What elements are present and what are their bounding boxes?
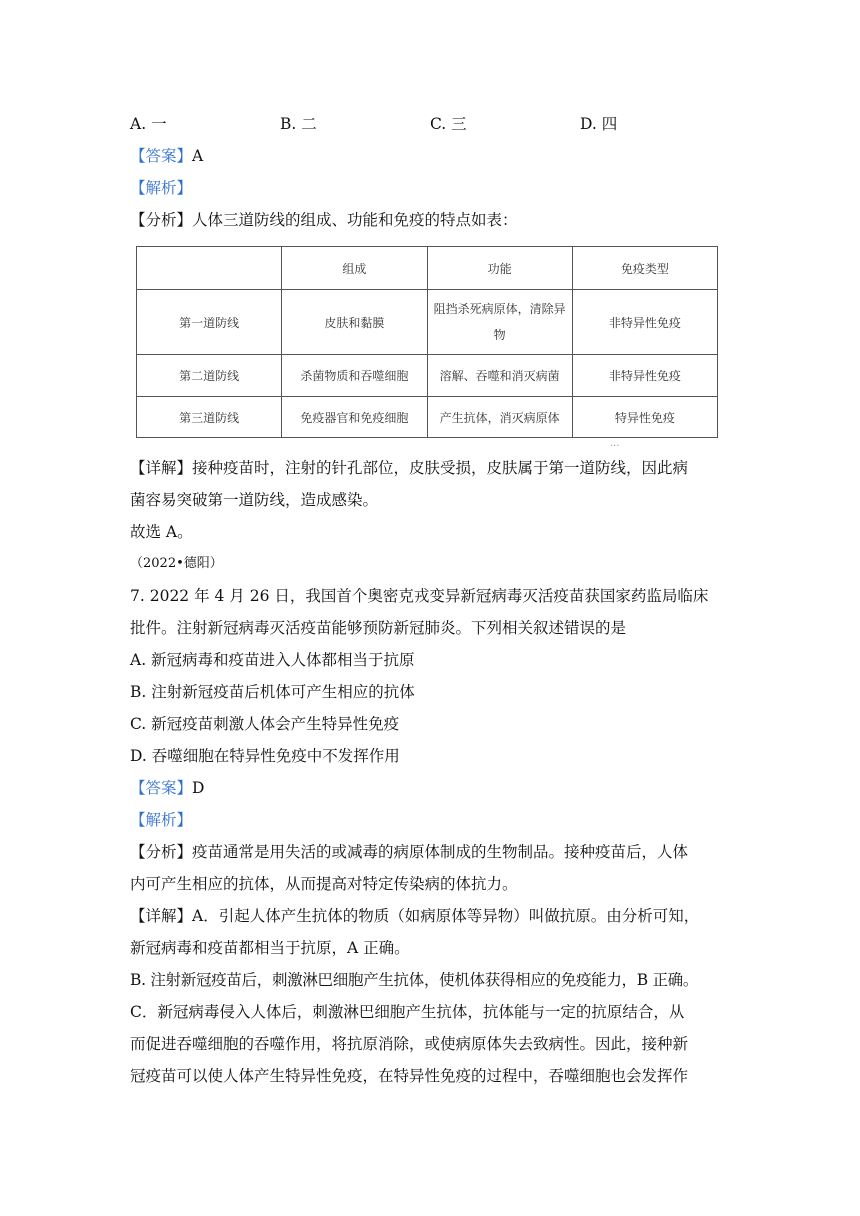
q7-xiangjie-line1: 【详解】A．引起人体产生抗体的物质（如病原体等异物）叫做抗原。由分析可知，: [130, 907, 700, 925]
q7-stem-line2: 批件。注射新冠病毒灭活疫苗能够预防新冠肺炎。下列相关叙述错误的是: [130, 619, 627, 637]
q7-option-b: B. 注射新冠疫苗后机体可产生相应的抗体: [130, 683, 415, 701]
q7-c-line3: 冠疫苗可以使人体产生特异性免疫，在特异性免疫的过程中，吞噬细胞也会发挥作: [130, 1067, 689, 1085]
table-cell: 阻挡杀死病原体，清除异物: [427, 290, 572, 355]
q7-fenxi-line2: 内可产生相应的抗体，从而提高对特定传染病的体抗力。: [130, 875, 518, 893]
question-source: （2022•德阳）: [130, 556, 223, 571]
q7-fenxi-line1: 【分析】疫苗通常是用失活的或减毒的病原体制成的生物制品。接种疫苗后，人体: [130, 843, 689, 861]
table-header-cell: 组成: [282, 247, 427, 290]
q7-stem-line1: 7. 2022 年 4 月 26 日，我国首个奥密克戎变异新冠病毒灭活疫苗获国家药监局临床: [130, 587, 709, 605]
q7-option-a: A. 新冠病毒和疫苗进入人体都相当于抗原: [130, 651, 415, 669]
q7-c-line1: C．新冠病毒侵入人体后，刺激淋巴细胞产生抗体，抗体能与一定的抗原结合，从: [130, 1003, 685, 1021]
table-cell: 免疫器官和免疫细胞: [282, 397, 427, 438]
table-row: [137, 290, 718, 355]
q7-c-line2: 而促进吞噬细胞的吞噬作用，将抗原消除，或使病原体失去致病性。因此，接种新: [130, 1035, 689, 1053]
table-cell: 第二道防线: [137, 355, 282, 397]
table-cell: 第三道防线: [137, 397, 282, 438]
document-page: [130, 108, 740, 1092]
table-cell: 特异性免疫: [572, 397, 717, 438]
table-cell: 非特异性免疫: [572, 290, 717, 355]
q6-analysis-heading: 【解析】: [130, 179, 193, 197]
q7-b-line: B. 注射新冠疫苗后，刺激淋巴细胞产生抗体，使机体获得相应的免疫能力，B 正确。: [130, 971, 699, 989]
q7-analysis-heading: 【解析】: [130, 811, 193, 829]
q6-fenxi: 【分析】人体三道防线的组成、功能和免疫的特点如表：: [130, 211, 518, 229]
q7-xiangjie-line2: 新冠病毒和疫苗都相当于抗原，A 正确。: [130, 939, 410, 957]
q7-option-d: D. 吞噬细胞在特异性免疫中不发挥作用: [130, 747, 400, 765]
table-cell: 溶解、吞噬和消灭病菌: [427, 355, 572, 397]
q6-xiangjie-line2: 菌容易突破第一道防线，造成感染。: [130, 491, 379, 509]
table-header-row: [137, 247, 718, 290]
q7-option-c: C. 新冠疫苗刺激人体会产生特异性免疫: [130, 715, 400, 733]
table-header-cell: [137, 247, 282, 290]
table-header-cell: 免疫类型: [572, 247, 717, 290]
q6-option-c: C. 三: [430, 115, 467, 133]
table-decoration-dots: ···: [610, 441, 620, 452]
q6-answer: 【答案】A: [130, 147, 204, 165]
table-cell: 非特异性免疫: [572, 355, 717, 397]
table-cell: 第一道防线: [137, 290, 282, 355]
defense-table: [136, 246, 718, 438]
q6-xiangjie-line1: 【详解】接种疫苗时，注射的针孔部位，皮肤受损，皮肤属于第一道防线，因此病: [130, 459, 689, 477]
table-row: [137, 355, 718, 397]
q6-options: [130, 108, 740, 140]
table-cell: 产生抗体，消灭病原体: [427, 397, 572, 438]
table-cell: 皮肤和黏膜: [282, 290, 427, 355]
table-header-cell: 功能: [427, 247, 572, 290]
q6-option-d: D. 四: [580, 115, 618, 133]
q6-conclusion: 故选 A。: [130, 523, 193, 541]
q6-option-b: B. 二: [280, 115, 317, 133]
table-cell: 杀菌物质和吞噬细胞: [282, 355, 427, 397]
table-row: [137, 397, 718, 438]
q6-option-a: A. 一: [130, 115, 167, 133]
q7-answer: 【答案】D: [130, 779, 205, 797]
